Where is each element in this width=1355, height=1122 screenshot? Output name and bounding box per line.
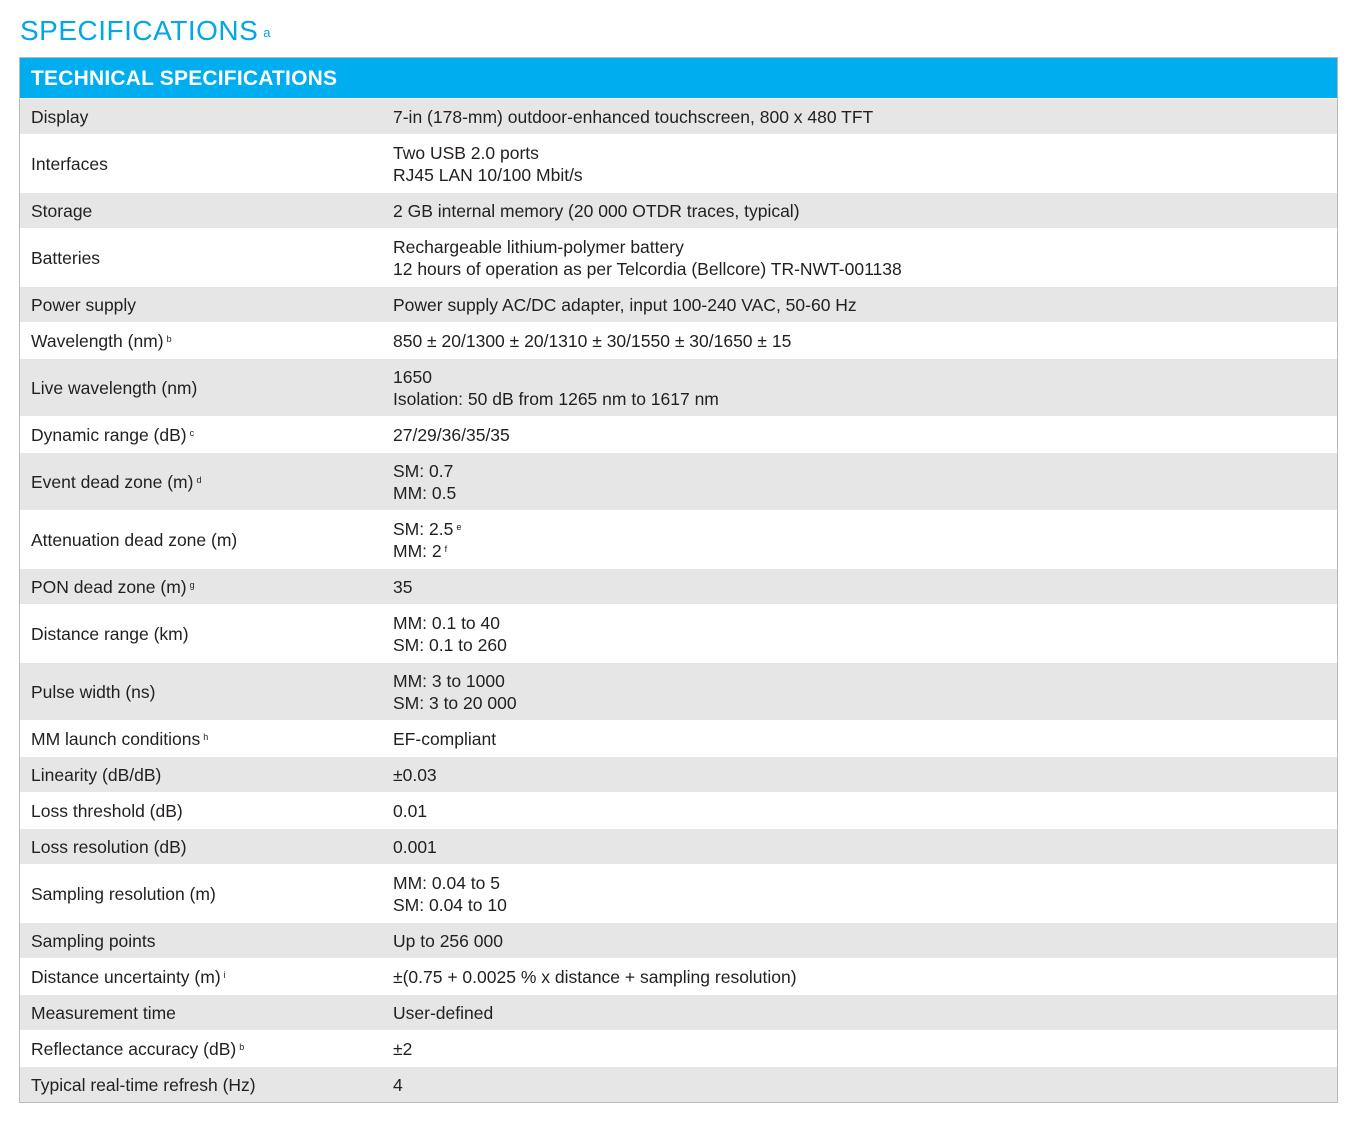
spec-value-text: 27/29/36/35/35	[393, 424, 510, 445]
spec-value-line	[393, 258, 1337, 280]
spec-value-text: MM: 2	[393, 540, 442, 561]
spec-value-line	[393, 576, 1337, 598]
spec-label-text: Linearity (dB/dB)	[31, 764, 162, 785]
spec-label-text: Interfaces	[31, 153, 108, 174]
table-row	[20, 922, 1337, 958]
spec-value	[393, 1074, 1337, 1096]
spec-label-text: Wavelength (nm)	[31, 330, 164, 351]
spec-label-text: Event dead zone (m)	[31, 471, 194, 492]
spec-value	[393, 366, 1337, 410]
spec-value-line	[393, 692, 1337, 714]
spec-value-text: Isolation: 50 dB from 1265 nm to 1617 nm	[393, 388, 719, 409]
footnote-marker: i	[223, 969, 226, 980]
spec-value-line	[393, 366, 1337, 388]
spec-value-text: 12 hours of operation as per Telcordia (Bellcore) TR-NWT-001138	[393, 258, 902, 279]
footnote-marker: e	[456, 521, 462, 532]
spec-label-text: Loss threshold (dB)	[31, 800, 183, 821]
spec-value-line	[393, 728, 1337, 750]
spec-value-line	[393, 518, 1337, 540]
spec-value	[393, 612, 1337, 656]
spec-value-line	[393, 612, 1337, 634]
table-row	[20, 286, 1337, 322]
spec-value-line	[393, 330, 1337, 352]
footnote-marker: d	[196, 474, 202, 485]
spec-label-text: Distance uncertainty (m)	[31, 966, 221, 987]
spec-value-line	[393, 1038, 1337, 1060]
spec-value	[393, 1002, 1337, 1024]
spec-label	[20, 377, 393, 399]
spec-label	[20, 153, 393, 175]
technical-specifications-table	[19, 57, 1338, 1103]
title-footnote-marker: a	[263, 25, 272, 40]
spec-value-line	[393, 164, 1337, 186]
table-row	[20, 322, 1337, 358]
footnote-marker: b	[239, 1041, 245, 1052]
spec-value-text: SM: 0.7	[393, 460, 454, 481]
spec-label-text: Live wavelength (nm)	[31, 377, 198, 398]
spec-value	[393, 728, 1337, 750]
spec-label	[20, 424, 393, 446]
spec-label-text: Pulse width (ns)	[31, 681, 156, 702]
spec-label	[20, 1002, 393, 1024]
spec-value-line	[393, 634, 1337, 656]
spec-label	[20, 471, 393, 493]
spec-value-text: ±(0.75 + 0.0025 % x distance + sampling resolution)	[393, 966, 797, 987]
spec-value	[393, 576, 1337, 598]
spec-value-text: User-defined	[393, 1002, 494, 1023]
spec-value	[393, 800, 1337, 822]
spec-value-text: RJ45 LAN 10/100 Mbit/s	[393, 164, 583, 185]
spec-value	[393, 142, 1337, 186]
spec-label-text: Storage	[31, 200, 93, 221]
spec-label-text: Sampling resolution (m)	[31, 883, 216, 904]
spec-value-line	[393, 200, 1337, 222]
table-row	[20, 452, 1337, 510]
table-row	[20, 98, 1337, 134]
table-row	[20, 192, 1337, 228]
table-row	[20, 1030, 1337, 1066]
spec-value-line	[393, 966, 1337, 988]
spec-value-line	[393, 388, 1337, 410]
spec-value	[393, 764, 1337, 786]
spec-value-text: Rechargeable lithium-polymer battery	[393, 236, 684, 257]
spec-value-text: MM: 0.1 to 40	[393, 612, 500, 633]
spec-label-text: Reflectance accuracy (dB)	[31, 1038, 237, 1059]
spec-label-text: Display	[31, 106, 89, 127]
spec-label	[20, 764, 393, 786]
spec-value-line	[393, 930, 1337, 952]
spec-value-line	[393, 1002, 1337, 1024]
table-row	[20, 134, 1337, 192]
spec-value-line	[393, 482, 1337, 504]
footnote-marker: c	[189, 427, 195, 438]
spec-value-text: SM: 3 to 20 000	[393, 692, 517, 713]
spec-value-line	[393, 894, 1337, 916]
table-row	[20, 604, 1337, 662]
spec-value	[393, 106, 1337, 128]
spec-value	[393, 200, 1337, 222]
spec-value-text: ±2	[393, 1038, 413, 1059]
spec-value-line	[393, 872, 1337, 894]
footnote-marker: h	[203, 731, 209, 742]
spec-value-text: 2 GB internal memory (20 000 OTDR traces, typical)	[393, 200, 800, 221]
spec-value-text: 7-in (178-mm) outdoor-enhanced touchscreen, 800 x 480 TFT	[393, 106, 874, 127]
spec-value-text: 0.001	[393, 836, 437, 857]
spec-value	[393, 1038, 1337, 1060]
spec-label	[20, 800, 393, 822]
spec-label-text: Dynamic range (dB)	[31, 424, 187, 445]
spec-value-line	[393, 670, 1337, 692]
spec-value	[393, 930, 1337, 952]
spec-value-text: SM: 2.5	[393, 518, 454, 539]
spec-label	[20, 836, 393, 858]
spec-label	[20, 1074, 393, 1096]
spec-value	[393, 424, 1337, 446]
spec-value-text: Up to 256 000	[393, 930, 503, 951]
table-row	[20, 358, 1337, 416]
spec-label	[20, 529, 393, 551]
spec-value	[393, 518, 1337, 562]
spec-value-text: MM: 0.5	[393, 482, 457, 503]
spec-label	[20, 247, 393, 269]
spec-label	[20, 330, 393, 352]
spec-label-text: MM launch conditions	[31, 728, 201, 749]
spec-value-text: Power supply AC/DC adapter, input 100-240 VAC, 50-60 Hz	[393, 294, 857, 315]
table-row	[20, 1066, 1337, 1102]
spec-value-line	[393, 764, 1337, 786]
spec-label	[20, 1038, 393, 1060]
spec-value-text: 850 ± 20/1300 ± 20/1310 ± 30/1550 ± 30/1650 ± 15	[393, 330, 792, 351]
spec-label-text: Sampling points	[31, 930, 156, 951]
table-row	[20, 828, 1337, 864]
spec-label	[20, 930, 393, 952]
footnote-marker: f	[444, 543, 448, 554]
spec-label-text: PON dead zone (m)	[31, 576, 187, 597]
spec-label	[20, 883, 393, 905]
spec-value	[393, 294, 1337, 316]
footnote-marker: g	[189, 579, 195, 590]
spec-label	[20, 106, 393, 128]
spec-value-line	[393, 1074, 1337, 1096]
spec-value	[393, 872, 1337, 916]
spec-value-line	[393, 236, 1337, 258]
spec-value-text: MM: 3 to 1000	[393, 670, 505, 691]
table-row	[20, 662, 1337, 720]
spec-label-text: Loss resolution (dB)	[31, 836, 187, 857]
spec-value-line	[393, 106, 1337, 128]
spec-value-line	[393, 142, 1337, 164]
spec-label-text: Typical real-time refresh (Hz)	[31, 1074, 256, 1095]
spec-value-text: 1650	[393, 366, 432, 387]
page-title	[20, 12, 271, 50]
spec-value-text: Two USB 2.0 ports	[393, 142, 539, 163]
spec-label	[20, 294, 393, 316]
spec-value-text: ±0.03	[393, 764, 437, 785]
table-row	[20, 568, 1337, 604]
spec-label-text: Distance range (km)	[31, 623, 189, 644]
spec-value	[393, 836, 1337, 858]
spec-value-line	[393, 800, 1337, 822]
spec-value-text: 0.01	[393, 800, 428, 821]
table-row	[20, 994, 1337, 1030]
spec-value-line	[393, 424, 1337, 446]
spec-value-text: MM: 0.04 to 5	[393, 872, 500, 893]
spec-value-text: SM: 0.1 to 260	[393, 634, 507, 655]
spec-value-text: 4	[393, 1074, 403, 1095]
spec-label-text: Power supply	[31, 294, 137, 315]
table-row	[20, 416, 1337, 452]
table-row	[20, 756, 1337, 792]
table-row	[20, 864, 1337, 922]
spec-label-text: Measurement time	[31, 1002, 176, 1023]
table-row	[20, 228, 1337, 286]
spec-value-text: EF-compliant	[393, 728, 497, 749]
spec-label-text: Batteries	[31, 247, 101, 268]
spec-value-text: 35	[393, 576, 413, 597]
table-row	[20, 720, 1337, 756]
spec-value-line	[393, 460, 1337, 482]
spec-value-line	[393, 294, 1337, 316]
table-header: TECHNICAL SPECIFICATIONS	[20, 58, 1337, 98]
spec-label	[20, 576, 393, 598]
page-title-text: SPECIFICATIONS	[20, 15, 259, 46]
spec-label	[20, 681, 393, 703]
spec-value	[393, 460, 1337, 504]
table-body	[20, 98, 1337, 1102]
spec-label	[20, 623, 393, 645]
spec-value	[393, 236, 1337, 280]
spec-label	[20, 728, 393, 750]
table-row	[20, 510, 1337, 568]
spec-value	[393, 966, 1337, 988]
spec-label-text: Attenuation dead zone (m)	[31, 529, 238, 550]
table-row	[20, 958, 1337, 994]
spec-value-line	[393, 836, 1337, 858]
spec-label	[20, 966, 393, 988]
spec-value-text: SM: 0.04 to 10	[393, 894, 507, 915]
footnote-marker: b	[166, 333, 172, 344]
spec-value	[393, 670, 1337, 714]
spec-value-line	[393, 540, 1337, 562]
table-row	[20, 792, 1337, 828]
spec-value	[393, 330, 1337, 352]
spec-label	[20, 200, 393, 222]
